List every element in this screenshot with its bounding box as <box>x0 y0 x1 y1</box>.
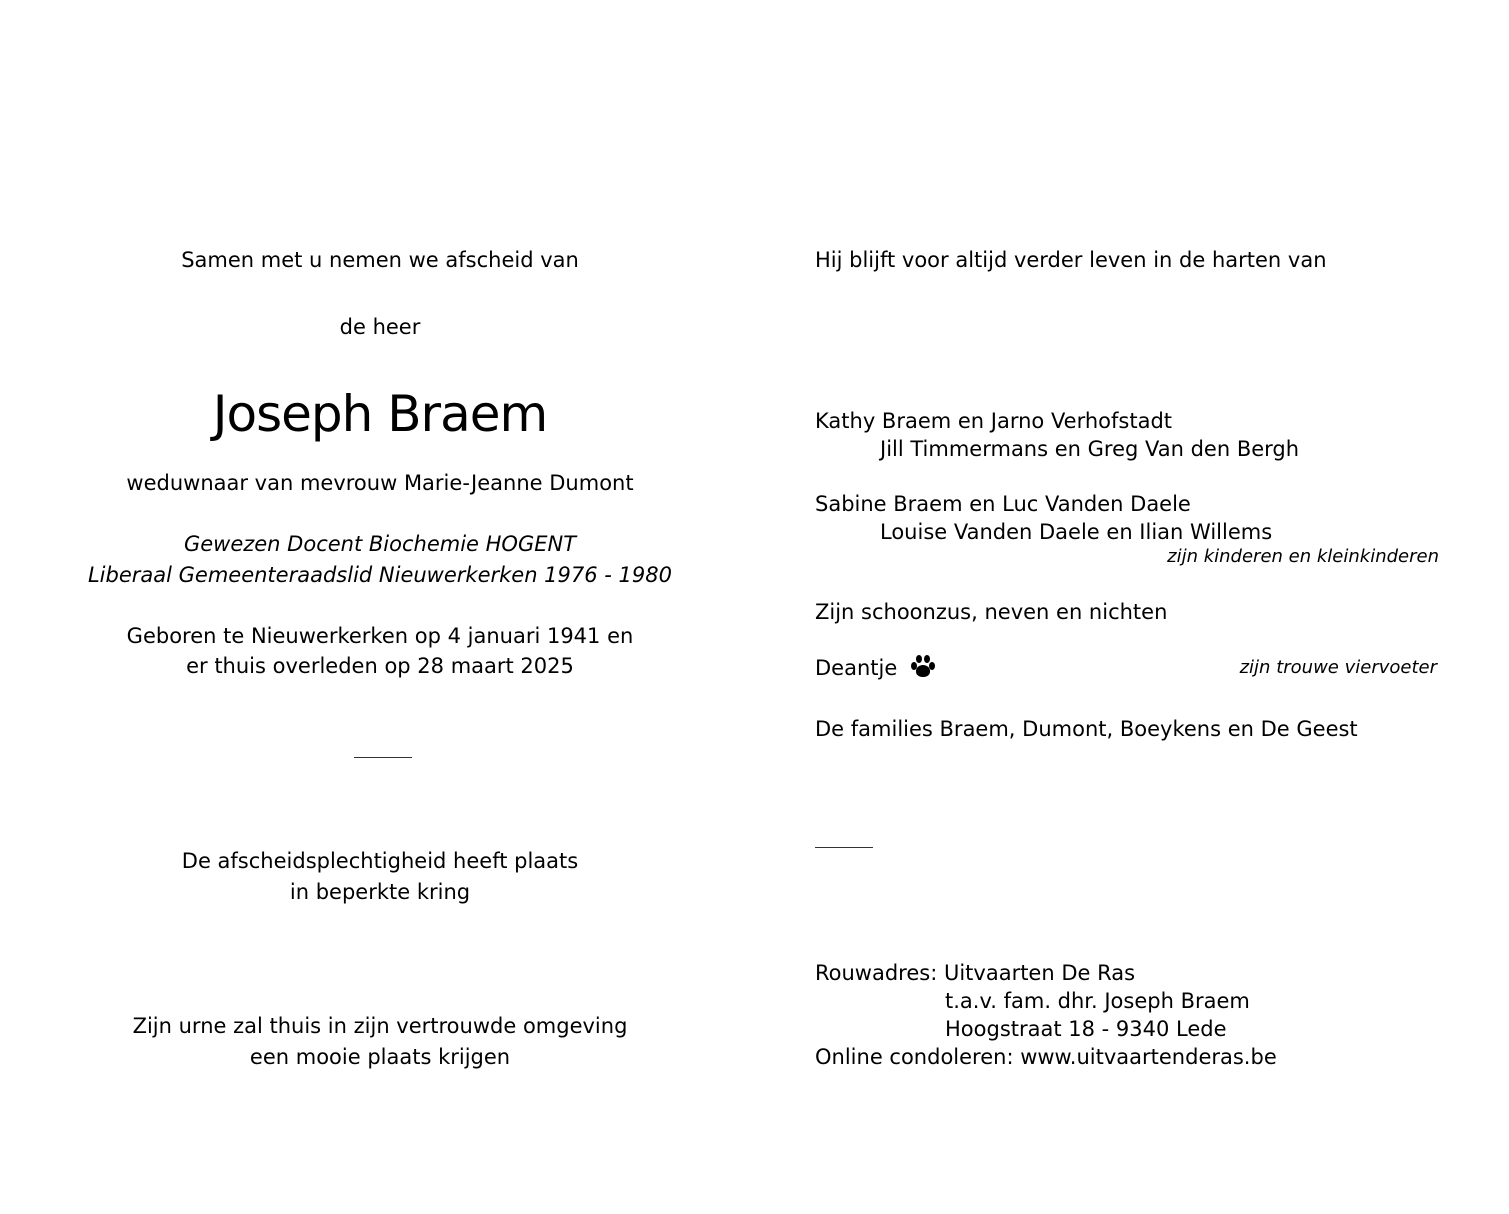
urn-line-1: Zijn urne zal thuis in zijn vertrouwde omgeving <box>132 1014 628 1038</box>
grandchild-2: Louise Vanden Daele en Ilian Willems <box>880 520 1273 544</box>
widower-line: weduwnaar van mevrouw Marie-Jeanne Dumont <box>126 471 634 495</box>
role-line-2: Liberaal Gemeenteraadslid Nieuwerkerken 1976 - 1980 <box>87 563 673 587</box>
child-1: Kathy Braem en Jarno Verhofstadt <box>815 409 1173 433</box>
families-line: De families Braem, Dumont, Boeykens en De Geest <box>815 717 1358 741</box>
ceremony-line-2: in beperkte kring <box>289 880 471 904</box>
left-divider <box>354 757 412 758</box>
deceased-name: Joseph Braem <box>212 385 548 443</box>
remembrance-intro: Hij blijft voor altijd verder leven in de harten van <box>815 248 1327 272</box>
address-line-2: t.a.v. fam. dhr. Joseph Braem <box>945 989 1250 1013</box>
honorific: de heer <box>339 315 421 339</box>
paw-icon <box>910 654 936 678</box>
address-label: Rouwadres: Uitvaarten De Ras <box>815 961 1136 985</box>
online-condolence: Online condoleren: www.uitvaartenderas.be <box>815 1045 1277 1069</box>
died-line: er thuis overleden op 28 maart 2025 <box>186 654 574 678</box>
grandchild-1: Jill Timmermans en Greg Van den Bergh <box>880 437 1300 461</box>
ceremony-line-1: De afscheidsplechtigheid heeft plaats <box>181 849 579 873</box>
role-line-1: Gewezen Docent Biochemie HOGENT <box>183 532 577 556</box>
pet-name: Deantje <box>815 656 898 680</box>
right-divider <box>815 847 873 848</box>
inlaws-line: Zijn schoonzus, neven en nichten <box>815 600 1168 624</box>
urn-line-2: een mooie plaats krijgen <box>249 1045 511 1069</box>
pet-line <box>815 654 936 682</box>
pet-caption: zijn trouwe viervoeter <box>1239 657 1437 678</box>
child-2: Sabine Braem en Luc Vanden Daele <box>815 492 1191 516</box>
intro-text: Samen met u nemen we afscheid van <box>181 248 579 272</box>
address-line-3: Hoogstraat 18 - 9340 Lede <box>945 1017 1227 1041</box>
children-caption: zijn kinderen en kleinkinderen <box>1167 546 1439 567</box>
born-line: Geboren te Nieuwerkerken op 4 januari 1941 en <box>126 624 634 648</box>
